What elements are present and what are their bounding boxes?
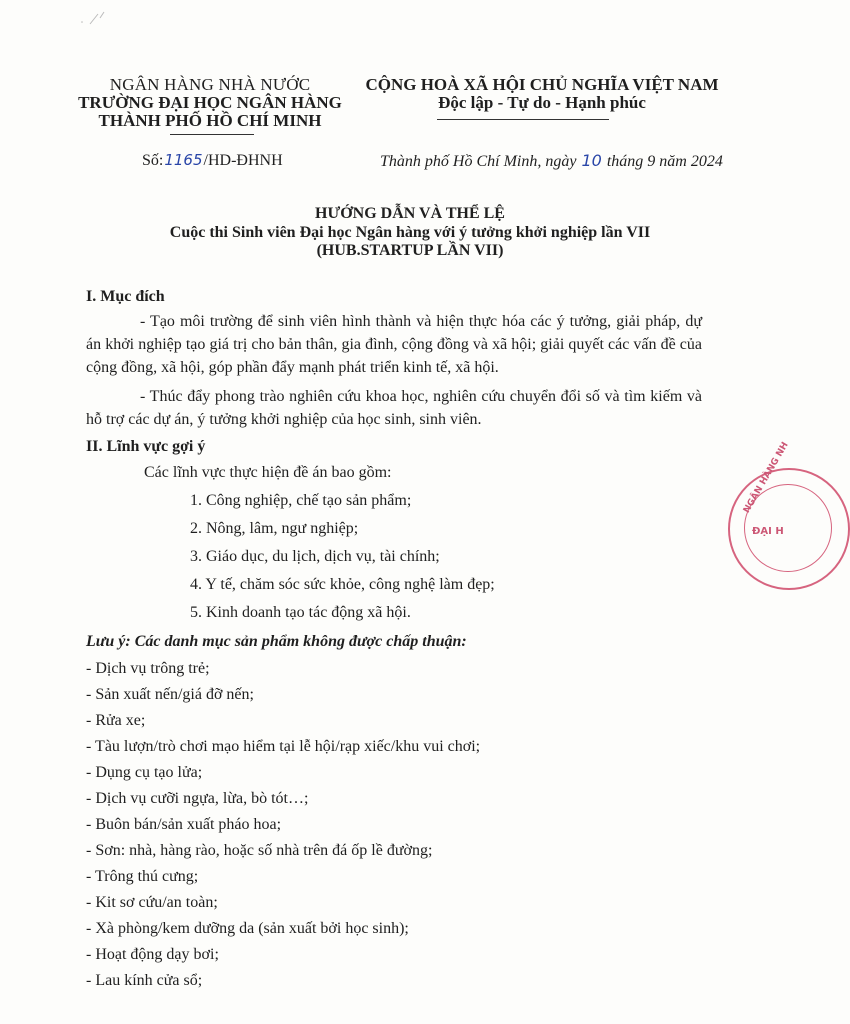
issuer-block: [60, 76, 360, 130]
seal-center-text: ĐẠI H: [752, 526, 784, 537]
issuer-city: THÀNH PHỐ HỒ CHÍ MINH: [98, 111, 322, 130]
issuer-parent: NGÂN HÀNG NHÀ NƯỚC: [109, 75, 311, 94]
list-item: 1. Công nghiệp, chế tạo sản phẩm;: [190, 492, 412, 509]
document-body: [86, 285, 702, 991]
list-item: - Dịch vụ trông trẻ;: [86, 660, 210, 677]
day-handwritten: 10: [581, 151, 602, 170]
motto: Độc lập - Tự do - Hạnh phúc: [438, 93, 646, 112]
list-item: - Dụng cụ tạo lửa;: [86, 764, 203, 781]
official-seal: [728, 440, 850, 590]
place-date-suffix: tháng 9 năm 2024: [606, 153, 723, 170]
list-item: - Hoạt động dạy bơi;: [86, 946, 219, 963]
issuer-name: TRƯỜNG ĐẠI HỌC NGÂN HÀNG: [78, 93, 342, 112]
number-suffix: /HD-ĐHNH: [203, 152, 283, 169]
list-item: 5. Kinh doanh tạo tác động xã hội.: [190, 604, 411, 621]
list-item: 3. Giáo dục, du lịch, dịch vụ, tài chính;: [190, 548, 440, 565]
country-name: CỘNG HOÀ XÃ HỘI CHỦ NGHĨA VIỆT NAM: [365, 75, 719, 94]
section-2-heading: II. Lĩnh vực gợi ý: [86, 438, 206, 455]
seal-arc-text: NGÂN HÀNG NH: [742, 440, 791, 515]
list-item: - Lau kính cửa sổ;: [86, 972, 203, 989]
list-item: 4. Y tế, chăm sóc sức khỏe, công nghệ làm đẹp;: [190, 576, 495, 593]
scan-mark: [60, 8, 120, 28]
document-title: [80, 205, 740, 261]
list-item: - Kit sơ cứu/an toàn;: [86, 894, 218, 911]
document-number: [142, 151, 283, 170]
list-item: - Dịch vụ cưỡi ngựa, lừa, bò tót…;: [86, 790, 309, 807]
place-date-prefix: Thành phố Hồ Chí Minh, ngày: [380, 153, 577, 170]
section-2-intro: Các lĩnh vực thực hiện đề án bao gồm:: [144, 464, 392, 481]
motto-underline: [437, 119, 609, 120]
title-line-3: (HUB.STARTUP LẦN VII): [316, 242, 504, 259]
list-item: 2. Nông, lâm, ngư nghiệp;: [190, 520, 359, 537]
section-1-paragraph-2: - Thúc đẩy phong trào nghiên cứu khoa học, nghiên cứu chuyển đổi số và tìm kiếm và hỗ trợ các dự án, ý tưởng khởi nghiệp của học sinh, sinh viên.: [86, 388, 702, 428]
list-item: - Xà phòng/kem dưỡng da (sản xuất bởi học sinh);: [86, 920, 409, 937]
list-item: - Rửa xe;: [86, 712, 146, 729]
list-item: - Buôn bán/sản xuất pháo hoa;: [86, 816, 282, 833]
list-item: - Trông thú cưng;: [86, 868, 199, 885]
place-date: [380, 151, 723, 171]
list-item: - Sản xuất nến/giá đỡ nến;: [86, 686, 254, 703]
issuer-underline: [170, 134, 254, 135]
number-handwritten: 1165: [164, 151, 203, 169]
list-item: - Tàu lượn/trò chơi mạo hiểm tại lễ hội/rạp xiếc/khu vui chơi;: [86, 738, 481, 755]
title-line-2: Cuộc thi Sinh viên Đại học Ngân hàng với ý tưởng khởi nghiệp lần VII: [169, 223, 651, 241]
list-item: - Sơn: nhà, hàng rào, hoặc số nhà trên đá ốp lề đường;: [86, 842, 433, 859]
note-heading: Lưu ý: Các danh mục sản phẩm không được chấp thuận:: [86, 633, 467, 650]
national-motto-block: [352, 76, 732, 112]
section-1-heading: I. Mục đích: [86, 288, 165, 305]
number-prefix: Số:: [142, 152, 164, 169]
title-line-1: HƯỚNG DẪN VÀ THỂ LỆ: [315, 205, 505, 222]
section-1-paragraph-1: - Tạo môi trường để sinh viên hình thành và hiện thực hóa các ý tưởng, giải pháp, dự án khởi nghiệp tạo giá trị cho bản thân, gia đình, cộng đồng và xã hội; giải quyết các vấn đề của cộng đồng, xã hội, góp phần đẩy mạnh phát triển kinh tế, xã hội.: [86, 313, 702, 376]
